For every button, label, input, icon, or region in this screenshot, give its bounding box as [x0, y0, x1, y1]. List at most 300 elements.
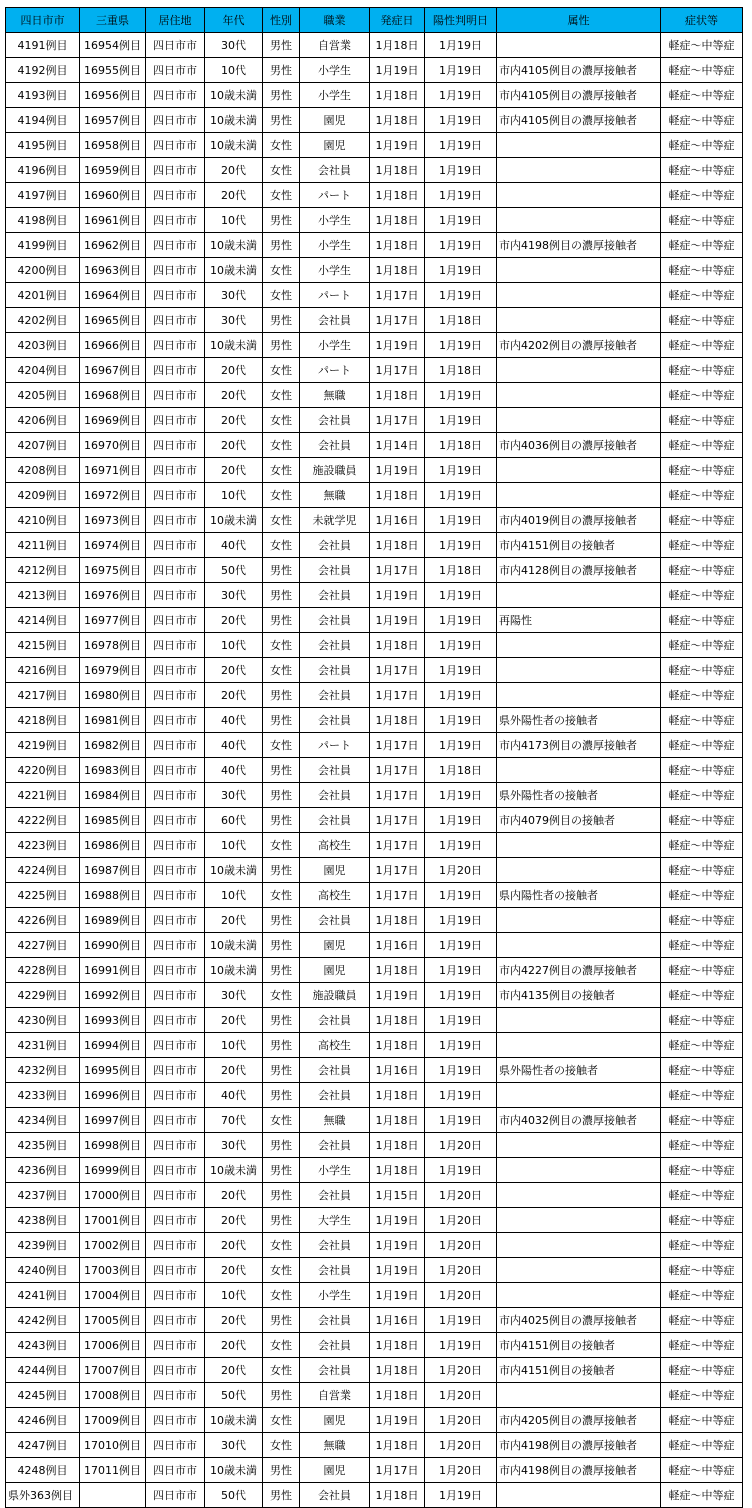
cell-sex: 女性 [263, 1408, 300, 1433]
cell-sex: 女性 [263, 458, 300, 483]
cell-onset-date: 1月19日 [370, 58, 425, 83]
cell-attribute: 市内4205例目の濃厚接触者 [497, 1408, 661, 1433]
cell-residence: 四日市市 [146, 383, 205, 408]
cell-age: 50代 [205, 1383, 263, 1408]
cell-symptoms: 軽症～中等症 [661, 83, 743, 108]
cell-positive-date: 1月19日 [425, 58, 497, 83]
cell-residence: 四日市市 [146, 1033, 205, 1058]
cell-residence: 四日市市 [146, 708, 205, 733]
cell-age: 10歳未満 [205, 233, 263, 258]
cell-city-case: 4227例目 [6, 933, 80, 958]
cell-residence: 四日市市 [146, 58, 205, 83]
cell-residence: 四日市市 [146, 133, 205, 158]
cell-occupation: 施設職員 [300, 983, 370, 1008]
cell-sex: 女性 [263, 283, 300, 308]
cell-occupation: 園児 [300, 858, 370, 883]
cell-symptoms: 軽症～中等症 [661, 183, 743, 208]
cell-positive-date: 1月19日 [425, 83, 497, 108]
cell-pref-case: 16999例目 [80, 1158, 146, 1183]
cell-onset-date: 1月17日 [370, 308, 425, 333]
cell-residence: 四日市市 [146, 1358, 205, 1383]
cell-city-case: 4205例目 [6, 383, 80, 408]
cell-pref-case: 16997例目 [80, 1108, 146, 1133]
cell-pref-case: 16969例目 [80, 408, 146, 433]
cell-positive-date: 1月19日 [425, 1083, 497, 1108]
cell-attribute [497, 1183, 661, 1208]
cell-sex: 男性 [263, 683, 300, 708]
cell-sex: 男性 [263, 1033, 300, 1058]
cell-pref-case: 16983例目 [80, 758, 146, 783]
cell-sex: 男性 [263, 33, 300, 58]
cell-onset-date: 1月18日 [370, 208, 425, 233]
cell-residence: 四日市市 [146, 883, 205, 908]
cell-symptoms: 軽症～中等症 [661, 1033, 743, 1058]
table-row [6, 58, 743, 83]
cell-positive-date: 1月18日 [425, 433, 497, 458]
table-row [6, 1308, 743, 1333]
cell-attribute [497, 383, 661, 408]
cell-sex: 女性 [263, 383, 300, 408]
cell-age: 30代 [205, 983, 263, 1008]
table-row [6, 558, 743, 583]
cell-symptoms: 軽症～中等症 [661, 833, 743, 858]
cell-positive-date: 1月19日 [425, 333, 497, 358]
cell-city-case: 4211例目 [6, 533, 80, 558]
cell-residence: 四日市市 [146, 583, 205, 608]
cell-symptoms: 軽症～中等症 [661, 933, 743, 958]
cell-occupation: 園児 [300, 958, 370, 983]
cell-residence: 四日市市 [146, 1083, 205, 1108]
cell-occupation: 小学生 [300, 1158, 370, 1183]
cell-occupation: 会社員 [300, 808, 370, 833]
cell-symptoms: 軽症～中等症 [661, 483, 743, 508]
cell-city-case: 4220例目 [6, 758, 80, 783]
cell-symptoms: 軽症～中等症 [661, 1133, 743, 1158]
cell-residence: 四日市市 [146, 783, 205, 808]
cell-age: 10代 [205, 483, 263, 508]
cell-occupation: 小学生 [300, 258, 370, 283]
cell-onset-date: 1月17日 [370, 408, 425, 433]
table-row [6, 683, 743, 708]
cell-onset-date: 1月17日 [370, 733, 425, 758]
cell-pref-case: 17011例目 [80, 1458, 146, 1483]
cell-onset-date: 1月19日 [370, 333, 425, 358]
cell-age: 20代 [205, 1258, 263, 1283]
cell-attribute: 県外陽性者の接触者 [497, 783, 661, 808]
cell-occupation: 未就学児 [300, 508, 370, 533]
table-body [6, 33, 743, 1508]
cell-symptoms: 軽症～中等症 [661, 608, 743, 633]
cell-onset-date: 1月18日 [370, 1383, 425, 1408]
cell-age: 10歳未満 [205, 83, 263, 108]
cell-sex: 男性 [263, 1383, 300, 1408]
cell-pref-case: 16988例目 [80, 883, 146, 908]
cell-pref-case: 16973例目 [80, 508, 146, 533]
cell-occupation: 高校生 [300, 883, 370, 908]
cell-occupation: パート [300, 183, 370, 208]
table-row [6, 358, 743, 383]
cell-occupation: 園児 [300, 133, 370, 158]
cell-attribute: 再陽性 [497, 608, 661, 633]
cell-attribute [497, 633, 661, 658]
cell-occupation: 無職 [300, 1433, 370, 1458]
cell-occupation: 高校生 [300, 833, 370, 858]
cell-city-case: 4200例目 [6, 258, 80, 283]
cell-sex: 男性 [263, 233, 300, 258]
cell-sex: 女性 [263, 508, 300, 533]
cell-onset-date: 1月16日 [370, 1058, 425, 1083]
table-row [6, 33, 743, 58]
cell-attribute: 市内4105例目の濃厚接触者 [497, 83, 661, 108]
cell-sex: 男性 [263, 1483, 300, 1508]
cell-city-case: 4196例目 [6, 158, 80, 183]
cell-positive-date: 1月19日 [425, 1333, 497, 1358]
cell-sex: 男性 [263, 908, 300, 933]
cell-attribute: 市内4198例目の濃厚接触者 [497, 1458, 661, 1483]
cell-positive-date: 1月19日 [425, 33, 497, 58]
cell-sex: 女性 [263, 733, 300, 758]
cell-occupation: 会社員 [300, 558, 370, 583]
cell-occupation: 無職 [300, 383, 370, 408]
cell-occupation: 会社員 [300, 1333, 370, 1358]
cell-residence: 四日市市 [146, 1108, 205, 1133]
cell-sex: 男性 [263, 1208, 300, 1233]
cell-occupation: 小学生 [300, 333, 370, 358]
cell-age: 10代 [205, 58, 263, 83]
cell-onset-date: 1月15日 [370, 1183, 425, 1208]
cell-city-case: 4223例目 [6, 833, 80, 858]
table-row [6, 1433, 743, 1458]
cell-attribute [497, 33, 661, 58]
cell-symptoms: 軽症～中等症 [661, 308, 743, 333]
cell-symptoms: 軽症～中等症 [661, 133, 743, 158]
cell-residence: 四日市市 [146, 733, 205, 758]
table-row [6, 658, 743, 683]
cell-symptoms: 軽症～中等症 [661, 1483, 743, 1508]
case-table [5, 7, 743, 1508]
cell-city-case: 4232例目 [6, 1058, 80, 1083]
header-occupation: 職業 [300, 8, 370, 33]
cell-positive-date: 1月19日 [425, 658, 497, 683]
cell-onset-date: 1月18日 [370, 108, 425, 133]
cell-occupation: 無職 [300, 483, 370, 508]
cell-onset-date: 1月17日 [370, 833, 425, 858]
cell-onset-date: 1月16日 [370, 933, 425, 958]
cell-attribute [497, 1383, 661, 1408]
cell-positive-date: 1月20日 [425, 1183, 497, 1208]
cell-age: 10歳未満 [205, 108, 263, 133]
cell-sex: 男性 [263, 558, 300, 583]
cell-attribute [497, 133, 661, 158]
cell-positive-date: 1月19日 [425, 933, 497, 958]
cell-pref-case: 16978例目 [80, 633, 146, 658]
cell-residence: 四日市市 [146, 508, 205, 533]
cell-positive-date: 1月19日 [425, 1483, 497, 1508]
cell-age: 20代 [205, 908, 263, 933]
cell-attribute [497, 583, 661, 608]
cell-attribute: 市内4105例目の濃厚接触者 [497, 58, 661, 83]
cell-city-case: 4214例目 [6, 608, 80, 633]
cell-pref-case: 16979例目 [80, 658, 146, 683]
table-row [6, 1158, 743, 1183]
table-row [6, 808, 743, 833]
cell-attribute: 市内4025例目の濃厚接触者 [497, 1308, 661, 1333]
cell-pref-case: 16992例目 [80, 983, 146, 1008]
table-row [6, 833, 743, 858]
cell-age: 20代 [205, 183, 263, 208]
table-row [6, 708, 743, 733]
cell-city-case: 4229例目 [6, 983, 80, 1008]
cell-occupation: 会社員 [300, 1008, 370, 1033]
cell-positive-date: 1月19日 [425, 808, 497, 833]
cell-attribute [497, 908, 661, 933]
cell-attribute [497, 933, 661, 958]
cell-onset-date: 1月18日 [370, 258, 425, 283]
cell-sex: 女性 [263, 1233, 300, 1258]
table-row [6, 258, 743, 283]
cell-city-case: 4231例目 [6, 1033, 80, 1058]
cell-attribute: 市内4105例目の濃厚接触者 [497, 108, 661, 133]
cell-age: 20代 [205, 158, 263, 183]
cell-positive-date: 1月20日 [425, 1208, 497, 1233]
cell-pref-case: 16993例目 [80, 1008, 146, 1033]
cell-residence: 四日市市 [146, 958, 205, 983]
cell-positive-date: 1月20日 [425, 858, 497, 883]
cell-positive-date: 1月19日 [425, 883, 497, 908]
table-row [6, 508, 743, 533]
cell-onset-date: 1月18日 [370, 908, 425, 933]
cell-attribute [497, 1133, 661, 1158]
cell-symptoms: 軽症～中等症 [661, 1433, 743, 1458]
cell-symptoms: 軽症～中等症 [661, 683, 743, 708]
cell-symptoms: 軽症～中等症 [661, 758, 743, 783]
cell-city-case: 4238例目 [6, 1208, 80, 1233]
cell-symptoms: 軽症～中等症 [661, 208, 743, 233]
cell-positive-date: 1月19日 [425, 1033, 497, 1058]
cell-positive-date: 1月19日 [425, 733, 497, 758]
cell-attribute [497, 158, 661, 183]
cell-age: 10代 [205, 1033, 263, 1058]
cell-age: 30代 [205, 583, 263, 608]
cell-symptoms: 軽症～中等症 [661, 558, 743, 583]
cell-occupation: 園児 [300, 108, 370, 133]
cell-sex: 女性 [263, 433, 300, 458]
cell-symptoms: 軽症～中等症 [661, 1458, 743, 1483]
cell-city-case: 4222例目 [6, 808, 80, 833]
cell-onset-date: 1月18日 [370, 1358, 425, 1383]
cell-occupation: 会社員 [300, 683, 370, 708]
cell-attribute: 市内4019例目の濃厚接触者 [497, 508, 661, 533]
table-row [6, 758, 743, 783]
cell-city-case: 4201例目 [6, 283, 80, 308]
cell-pref-case: 16971例目 [80, 458, 146, 483]
cell-positive-date: 1月19日 [425, 483, 497, 508]
cell-pref-case: 17002例目 [80, 1233, 146, 1258]
cell-sex: 男性 [263, 308, 300, 333]
cell-sex: 女性 [263, 1258, 300, 1283]
cell-occupation: 会社員 [300, 158, 370, 183]
cell-sex: 男性 [263, 708, 300, 733]
table-row [6, 1058, 743, 1083]
cell-pref-case: 16959例目 [80, 158, 146, 183]
table-row [6, 1258, 743, 1283]
cell-city-case: 4192例目 [6, 58, 80, 83]
cell-pref-case: 16996例目 [80, 1083, 146, 1108]
cell-attribute: 市内4151例目の接触者 [497, 1358, 661, 1383]
header-onset-date: 発症日 [370, 8, 425, 33]
cell-city-case: 4199例目 [6, 233, 80, 258]
cell-city-case: 4219例目 [6, 733, 80, 758]
cell-symptoms: 軽症～中等症 [661, 1333, 743, 1358]
cell-age: 40代 [205, 533, 263, 558]
cell-city-case: 4241例目 [6, 1283, 80, 1308]
cell-symptoms: 軽症～中等症 [661, 1083, 743, 1108]
table-row [6, 208, 743, 233]
table-row [6, 1133, 743, 1158]
cell-age: 40代 [205, 758, 263, 783]
cell-onset-date: 1月17日 [370, 883, 425, 908]
cell-sex: 女性 [263, 883, 300, 908]
header-sex: 性別 [263, 8, 300, 33]
cell-age: 20代 [205, 1183, 263, 1208]
cell-symptoms: 軽症～中等症 [661, 1008, 743, 1033]
cell-positive-date: 1月20日 [425, 1383, 497, 1408]
table-row [6, 783, 743, 808]
cell-occupation: 会社員 [300, 583, 370, 608]
cell-onset-date: 1月18日 [370, 633, 425, 658]
table-row [6, 408, 743, 433]
cell-positive-date: 1月19日 [425, 583, 497, 608]
cell-onset-date: 1月18日 [370, 708, 425, 733]
cell-pref-case: 17008例目 [80, 1383, 146, 1408]
cell-occupation: 小学生 [300, 1283, 370, 1308]
cell-residence: 四日市市 [146, 608, 205, 633]
cell-onset-date: 1月19日 [370, 583, 425, 608]
cell-sex: 女性 [263, 633, 300, 658]
cell-attribute [497, 1483, 661, 1508]
cell-attribute [497, 658, 661, 683]
cell-symptoms: 軽症～中等症 [661, 1233, 743, 1258]
table-row [6, 458, 743, 483]
cell-onset-date: 1月18日 [370, 233, 425, 258]
cell-attribute: 市内4151例目の接触者 [497, 533, 661, 558]
cell-city-case: 4225例目 [6, 883, 80, 908]
cell-attribute: 県外陽性者の接触者 [497, 1058, 661, 1083]
cell-onset-date: 1月18日 [370, 183, 425, 208]
table-row [6, 1483, 743, 1508]
cell-pref-case: 16975例目 [80, 558, 146, 583]
cell-onset-date: 1月18日 [370, 1483, 425, 1508]
cell-pref-case: 17000例目 [80, 1183, 146, 1208]
cell-symptoms: 軽症～中等症 [661, 883, 743, 908]
cell-sex: 男性 [263, 108, 300, 133]
cell-age: 10代 [205, 833, 263, 858]
table-row [6, 1083, 743, 1108]
cell-residence: 四日市市 [146, 283, 205, 308]
cell-city-case: 4248例目 [6, 1458, 80, 1483]
cell-residence: 四日市市 [146, 1408, 205, 1433]
cell-occupation: 会社員 [300, 708, 370, 733]
cell-age: 20代 [205, 458, 263, 483]
cell-pref-case: 16960例目 [80, 183, 146, 208]
cell-positive-date: 1月19日 [425, 108, 497, 133]
cell-symptoms: 軽症～中等症 [661, 583, 743, 608]
cell-symptoms: 軽症～中等症 [661, 408, 743, 433]
header-row [6, 8, 743, 33]
cell-symptoms: 軽症～中等症 [661, 1308, 743, 1333]
cell-pref-case: 16994例目 [80, 1033, 146, 1058]
cell-onset-date: 1月18日 [370, 958, 425, 983]
cell-sex: 女性 [263, 183, 300, 208]
cell-pref-case: 16984例目 [80, 783, 146, 808]
cell-positive-date: 1月19日 [425, 258, 497, 283]
cell-city-case: 4239例目 [6, 1233, 80, 1258]
cell-occupation: 高校生 [300, 1033, 370, 1058]
cell-occupation: 会社員 [300, 1358, 370, 1383]
cell-age: 30代 [205, 783, 263, 808]
cell-residence: 四日市市 [146, 1133, 205, 1158]
cell-residence: 四日市市 [146, 108, 205, 133]
cell-onset-date: 1月19日 [370, 608, 425, 633]
table-row [6, 233, 743, 258]
cell-positive-date: 1月19日 [425, 783, 497, 808]
cell-city-case: 4234例目 [6, 1108, 80, 1133]
cell-attribute: 市内4079例目の接触者 [497, 808, 661, 833]
cell-city-case: 4243例目 [6, 1333, 80, 1358]
cell-onset-date: 1月17日 [370, 683, 425, 708]
cell-symptoms: 軽症～中等症 [661, 333, 743, 358]
cell-sex: 男性 [263, 958, 300, 983]
cell-pref-case: 16974例目 [80, 533, 146, 558]
cell-pref-case: 16955例目 [80, 58, 146, 83]
cell-onset-date: 1月17日 [370, 1458, 425, 1483]
cell-age: 30代 [205, 308, 263, 333]
table-row [6, 483, 743, 508]
cell-positive-date: 1月19日 [425, 208, 497, 233]
cell-attribute: 市内4036例目の濃厚接触者 [497, 433, 661, 458]
cell-age: 10歳未満 [205, 858, 263, 883]
cell-positive-date: 1月19日 [425, 283, 497, 308]
cell-positive-date: 1月20日 [425, 1283, 497, 1308]
cell-symptoms: 軽症～中等症 [661, 1183, 743, 1208]
cell-city-case: 4228例目 [6, 958, 80, 983]
cell-occupation: 会社員 [300, 758, 370, 783]
table-row [6, 1233, 743, 1258]
cell-pref-case: 16963例目 [80, 258, 146, 283]
cell-symptoms: 軽症～中等症 [661, 358, 743, 383]
cell-sex: 男性 [263, 933, 300, 958]
cell-city-case: 4204例目 [6, 358, 80, 383]
cell-occupation: 会社員 [300, 1308, 370, 1333]
cell-pref-case: 16995例目 [80, 1058, 146, 1083]
cell-age: 10歳未満 [205, 258, 263, 283]
cell-onset-date: 1月18日 [370, 33, 425, 58]
cell-attribute [497, 208, 661, 233]
cell-age: 10歳未満 [205, 1408, 263, 1433]
cell-symptoms: 軽症～中等症 [661, 433, 743, 458]
header-city-case: 四日市市 [6, 8, 80, 33]
cell-attribute: 市内4135例目の接触者 [497, 983, 661, 1008]
table-row [6, 1108, 743, 1133]
cell-onset-date: 1月16日 [370, 508, 425, 533]
table-row [6, 1283, 743, 1308]
cell-onset-date: 1月19日 [370, 983, 425, 1008]
cell-positive-date: 1月19日 [425, 1008, 497, 1033]
cell-age: 30代 [205, 1133, 263, 1158]
cell-age: 70代 [205, 1108, 263, 1133]
cell-sex: 男性 [263, 1133, 300, 1158]
cell-sex: 女性 [263, 408, 300, 433]
